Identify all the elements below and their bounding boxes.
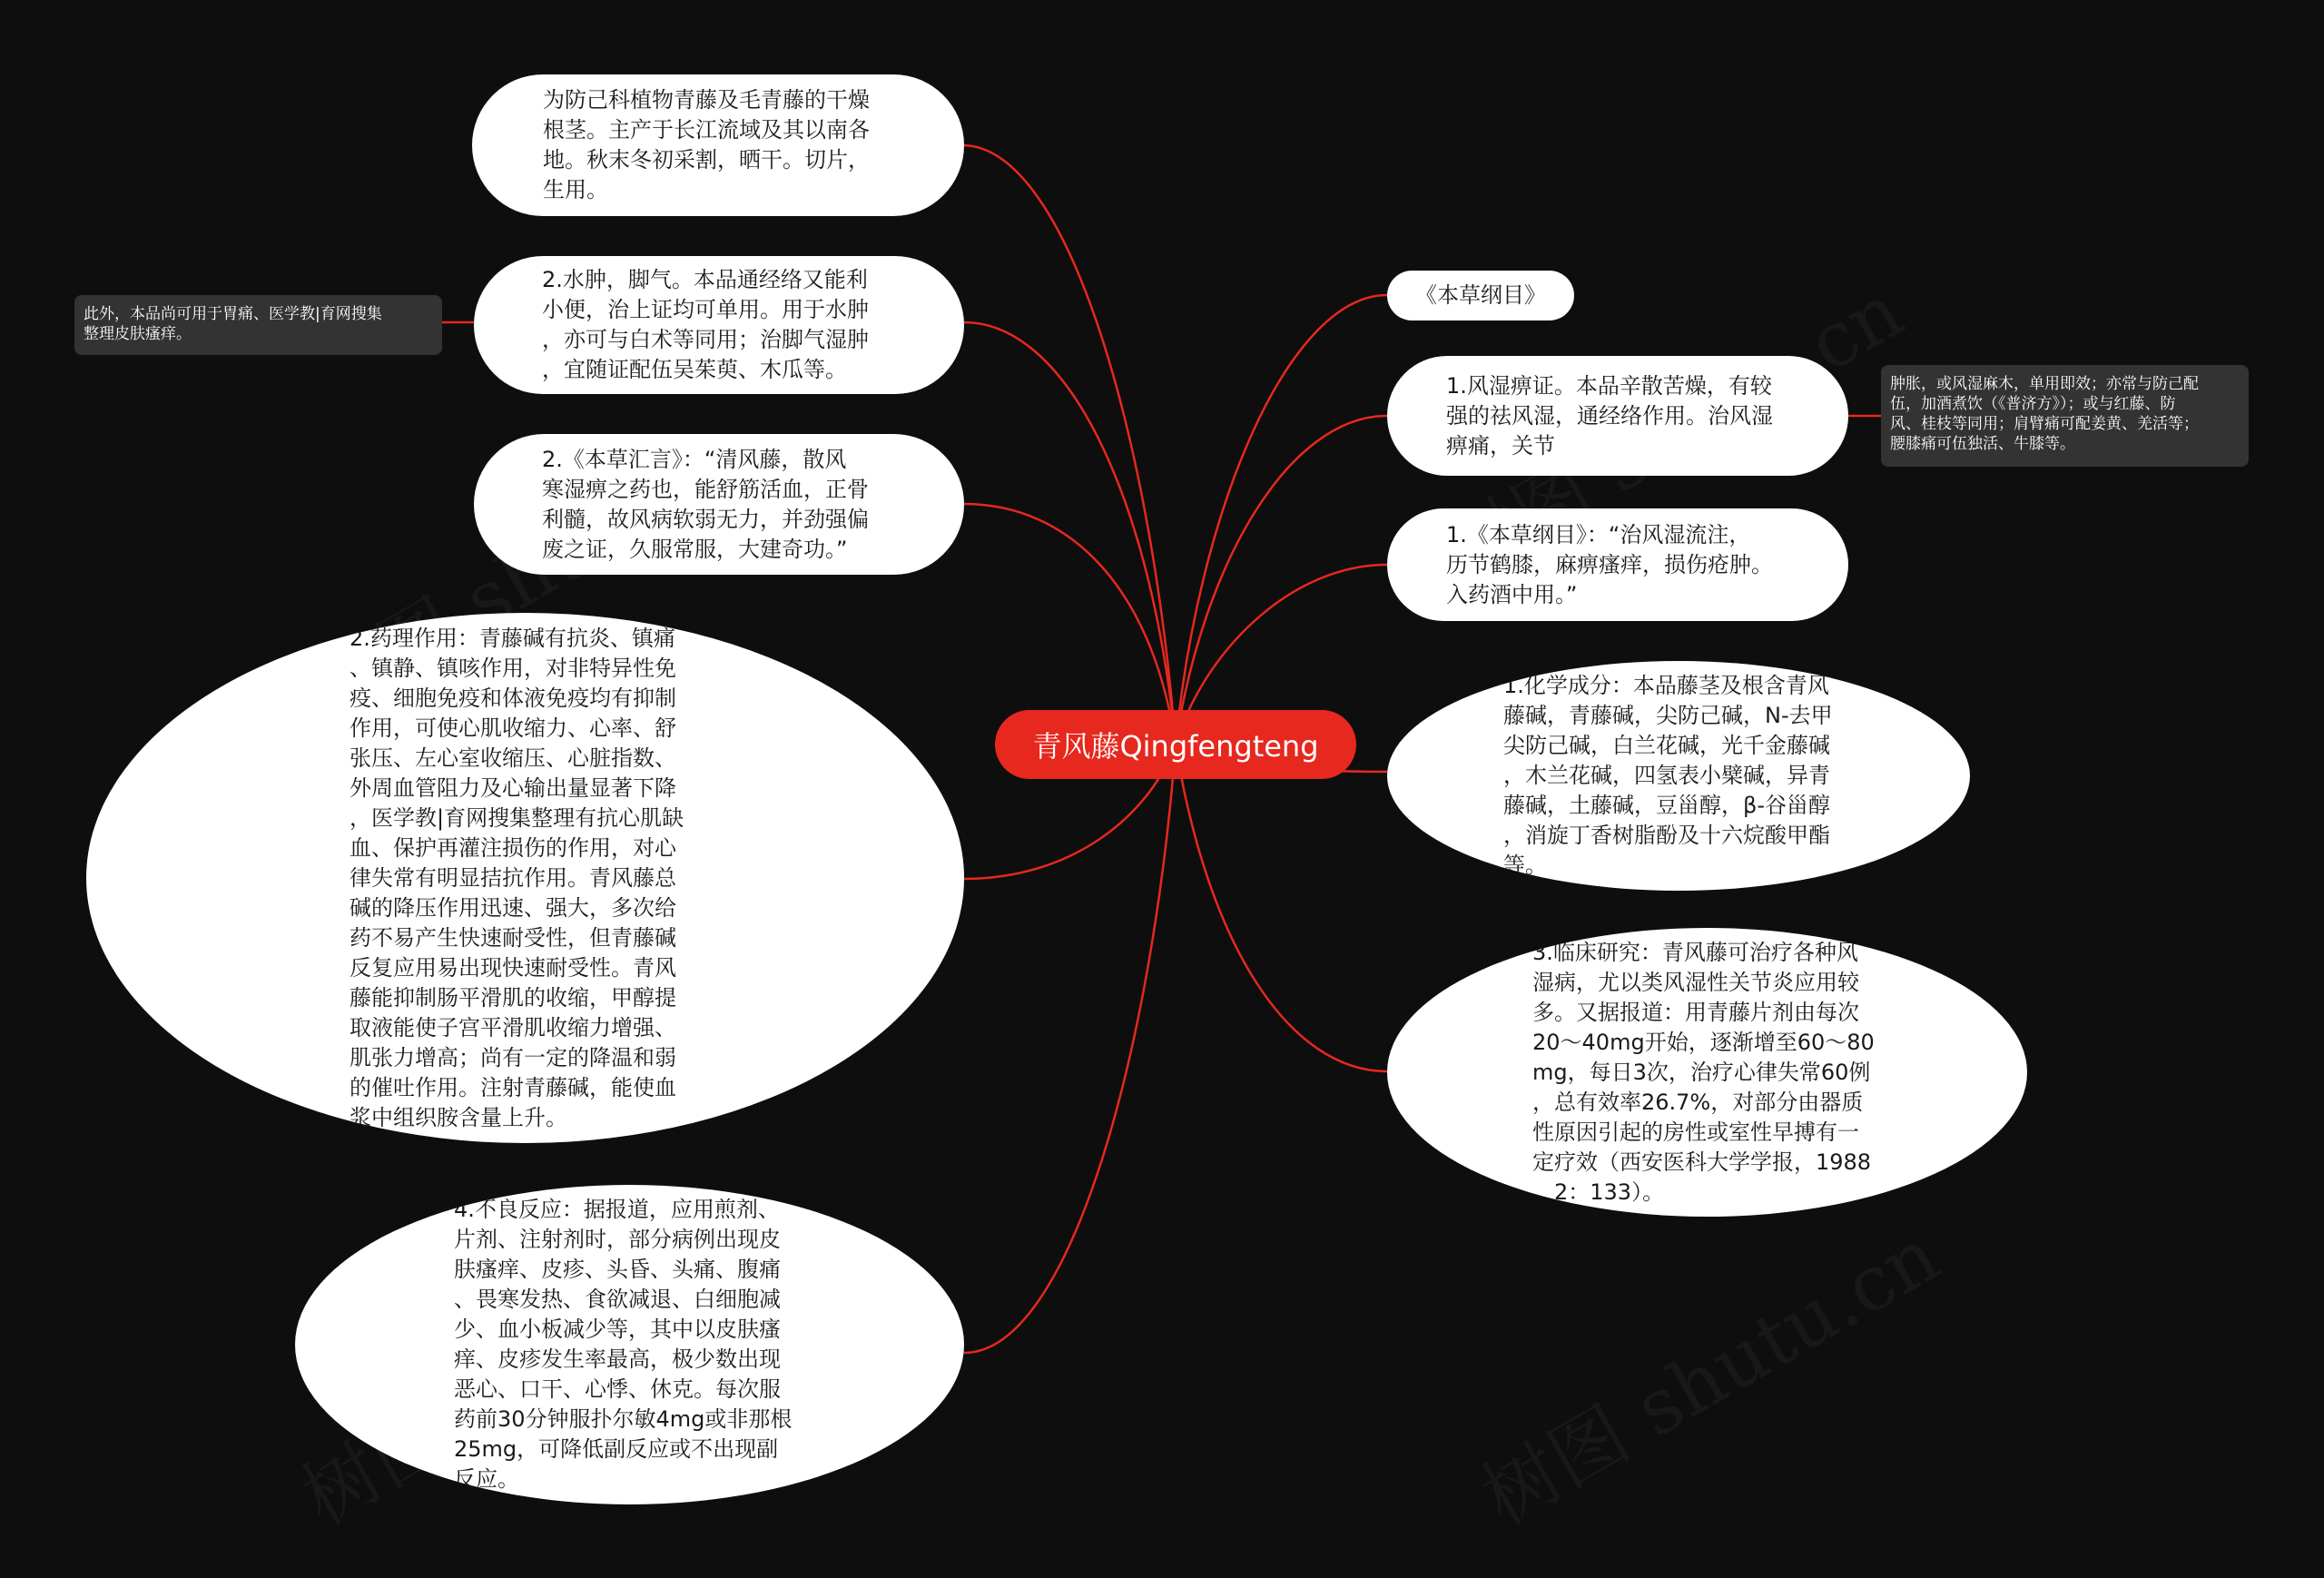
node-pharmacology-text: 2.药理作用：青藤碱有抗炎、镇痛 、镇静、镇咳作用，对非特异性免 疫、细胞免疫和体液免疫均有抑制 作用，可使心肌收缩力、心率、舒 张压、左心室收缩压、心脏指数、 外周血管阻力及心输出量显著下降 ，医学教|育网搜集整理有抗心肌缺 血、保护再灌注损伤的作用，对心 律失常有明显拮抗作用。青风藤总 碱的降压作用迅速、强大，多次给 药不易产生快速耐受性，但青藤碱 反复应用易出现快速耐受性。青风 藤能抑制肠平滑肌的收缩，甲醇提 取液能使子宫平滑肌收缩力增强、 肌张力增高；尚有一定的降温和弱 的催吐作用。注射青藤碱，能使血 浆中组织胺含量上升。 — [350, 625, 684, 1130]
node-adverse[interactable] — [295, 1185, 964, 1504]
node-clinical[interactable] — [1387, 928, 2027, 1217]
node-edema-text: 2.水肿，脚气。本品通经络又能利 小便，治上证均可单用。用于水肿 ，亦可与白术等同用；治脚气湿肿 ，宜随证配伍吴茱萸、木瓜等。 — [542, 267, 869, 382]
note-rheum-text: 肿胀，或风湿麻木，单用即效；亦常与防己配 伍，加酒煮饮（《普济方》）；或与红藤、防 风、桂枝等同用；肩臂痛可配姜黄、羌活等； 腰膝痛可伍独活、牛膝等。 — [1890, 375, 2199, 453]
node-origin-text: 为防己科植物青藤及毛青藤的干燥 根茎。主产于长江流域及其以南各 地。秋末冬初采割，晒干。切片， 生用。 — [543, 87, 870, 202]
node-chemistry-text: 1.化学成分：本品藤茎及根含青风 藤碱，青藤碱，尖防己碱，N-去甲 尖防己碱，白兰花碱，光千金藤碱 ，木兰花碱，四氢表小檗碱，异青 藤碱，土藤碱，豆甾醇，β-谷甾醇 ，消旋丁香树脂酚及十六烷酸甲酯 等。 — [1503, 673, 1833, 878]
node-clinical-text: 3.临床研究：青风藤可治疗各种风 湿病，尤以类风湿性关节炎应用较 多。又据报道：用青藤片剂由每次 20～40mg开始，逐渐增至60～80 mg，每日3次，治疗心律失常60例 ，总有效率26.7%，对部分由器质 性原因引起的房性或室性早搏有一 定疗效（西安医科大学学报，1988 ，2：133）。 — [1532, 939, 1875, 1205]
node-rheum[interactable] — [1387, 356, 1848, 476]
link-origin — [962, 145, 1176, 745]
node-gangmu-title[interactable] — [1387, 271, 1574, 321]
node-origin[interactable] — [472, 74, 964, 216]
link-clinical — [1176, 745, 1387, 1071]
node-gangmu-quote-text: 1.《本草纲目》：“治风湿流注， 历节鹤膝，麻痹瘙痒，损伤疮肿。 入药酒中用。” — [1446, 521, 1773, 607]
node-edema[interactable] — [474, 256, 964, 394]
node-adverse-text: 4.不良反应：据报道，应用煎剂、 片剂、注射剂时，部分病例出现皮 肤瘙痒、皮疹、头昏、头痛、腹痛 、畏寒发热、食欲减退、白细胞减 少、血小板减少等，其中以皮肤瘙 痒、皮疹发生率最高，极少数出现 恶心、口干、心悸、休克。每次服 药前30分钟服扑尔敏4mg或非那根 25mg，可降低副反应或不出现副 反应。 — [454, 1197, 793, 1492]
node-gangmu-title-text: 《本草纲目》 — [1415, 282, 1546, 308]
center-topic-label: 青风藤Qingfengteng — [1032, 729, 1319, 764]
node-gangmu-quote[interactable] — [1387, 508, 1848, 621]
node-rheum-text: 1.风湿痹证。本品辛散苦燥，有较 强的祛风湿，通经络作用。治风湿 痹痛，关节 — [1446, 372, 1773, 459]
link-huiyan — [964, 504, 1176, 745]
node-huiyan-text: 2.《本草汇言》：“清风藤，散风 寒湿痹之药也，能舒筋活血，正骨 利髓，故风病软弱无力，并劲强偏 废之证，久服常服，大建奇功。” — [542, 446, 869, 562]
center-topic[interactable] — [995, 710, 1356, 779]
note-edema-text: 此外，本品尚可用于胃痛、医学教|育网搜集 整理皮肤瘙痒。 — [84, 305, 382, 343]
link-edema — [964, 322, 1176, 745]
node-huiyan[interactable] — [474, 434, 964, 575]
note-edema[interactable] — [74, 295, 442, 355]
link-adverse — [964, 745, 1176, 1353]
node-chemistry[interactable] — [1387, 661, 1970, 891]
node-pharmacology[interactable] — [86, 613, 964, 1143]
note-rheum[interactable] — [1881, 365, 2249, 467]
link-rheum — [1176, 416, 1387, 745]
